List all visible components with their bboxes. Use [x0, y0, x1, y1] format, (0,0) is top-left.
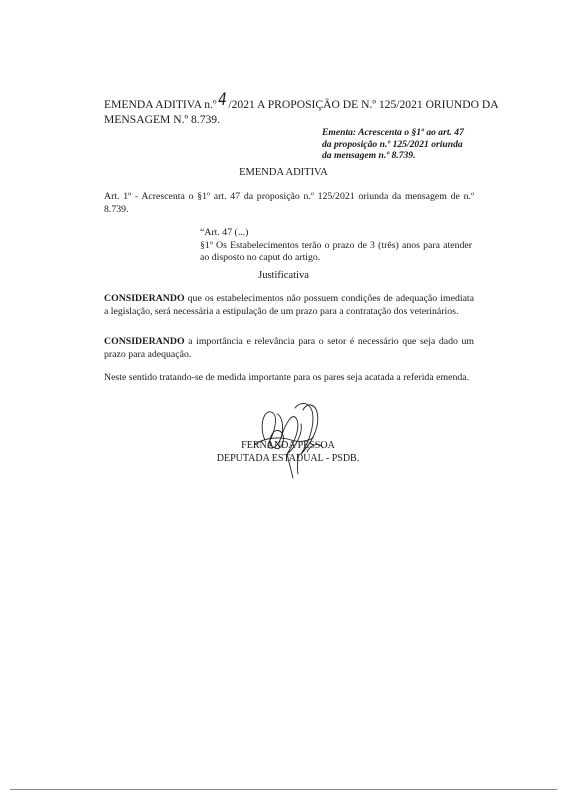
- ementa-line-3: da mensagem n.º 8.739.: [322, 150, 416, 161]
- handwritten-number: 4: [217, 90, 227, 110]
- bottom-divider: [10, 789, 557, 790]
- signature-title: DEPUTADA ESTADUAL - PSDB.: [216, 453, 360, 464]
- considerando-keyword-1: CONSIDERANDO: [104, 293, 185, 304]
- header-line-1: [104, 90, 499, 112]
- considerando-paragraph-2: [104, 336, 474, 361]
- header-suffix: /2021 A PROPOSIÇÃO DE N.º 125/2021 ORIUNDO DA: [228, 98, 499, 111]
- considerando-text-1: que os estabelecimentos não possuem condições de adequação imediata a legislação, será necessária a estipulação de um prazo para a contratação dos veterinários.: [104, 293, 474, 317]
- header-line-2: MENSAGEM N.º 8.739.: [104, 113, 220, 126]
- considerando-paragraph-1: [104, 293, 474, 318]
- closing-paragraph: Neste sentido tratando-se de medida importante para os pares seja acatada a referida emenda.: [104, 372, 470, 383]
- considerando-keyword-2: CONSIDERANDO: [104, 336, 185, 347]
- ementa-line-1: Ementa: Acrescenta o §1º ao art. 47: [322, 127, 464, 138]
- handwritten-signature: [235, 398, 345, 480]
- quoted-line-1: “Art. 47 (...): [200, 227, 249, 238]
- quoted-paragraph: §1º Os Estabelecimentos terão o prazo de 3 (três) anos para atender ao disposto no caput do artigo.: [200, 239, 472, 263]
- quoted-article: [200, 227, 472, 265]
- justificativa-title: Justificativa: [258, 270, 309, 281]
- considerando-text-2: a importância e relevância para o setor é necessário que seja dado um prazo para adequação.: [104, 336, 474, 360]
- header-prefix: EMENDA ADITIVA n.º: [104, 98, 217, 111]
- ementa-block: [322, 127, 472, 162]
- ementa-line-2: da proposição n.º 125/2021 oriunda: [322, 138, 463, 150]
- article-paragraph: Art. 1º - Acrescenta o §1º art. 47 da proposição n.º 125/2021 oriunda da mensagem de n.º 8.739.: [104, 191, 474, 215]
- section-title: EMENDA ADITIVA: [239, 167, 328, 178]
- signature-name: FERNANDA PESSOA: [241, 440, 335, 451]
